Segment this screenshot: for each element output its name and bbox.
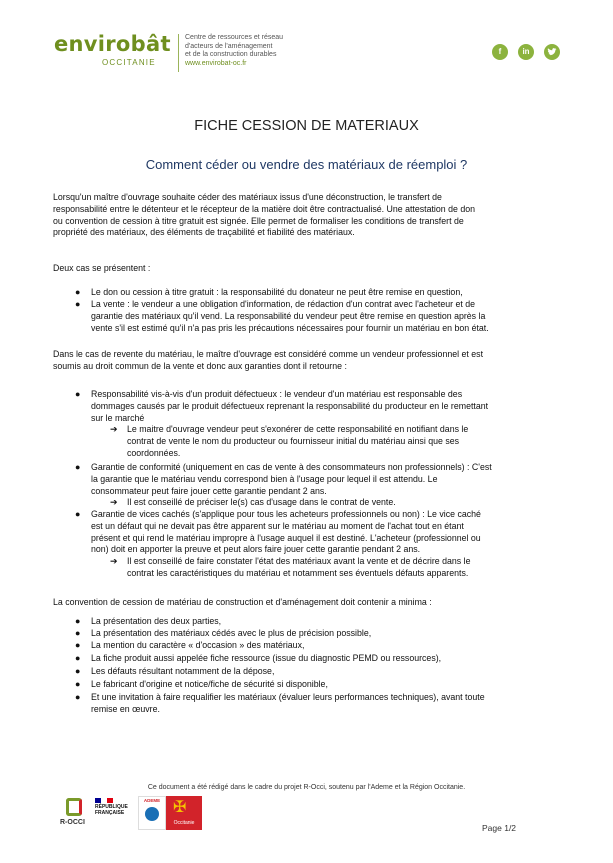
arrow-right-icon: ➔ — [110, 424, 118, 434]
bullet-icon: ● — [75, 640, 81, 650]
linkedin-icon[interactable]: in — [518, 44, 534, 60]
list-item-line: dommages causés par le produit défectueux reprenant la responsabilité du producteur en le remettant — [91, 400, 489, 411]
intro-line: ou convention de cession à titre gratuit est signée. Elle permet de formaliser les conditions de transfert de — [53, 215, 464, 226]
logo-subtitle: OCCITANIE — [102, 58, 156, 67]
note-line: Il est conseillé de faire constater l'état des matériaux avant la vente et de décrire dans le — [127, 556, 471, 566]
list-item: La mention du caractère « d'occasion » des matériaux, — [91, 640, 305, 650]
header-description-line: Centre de ressources et réseau — [185, 34, 284, 41]
bullet-icon: ● — [75, 616, 81, 626]
list-item-line: Garantie de conformité (uniquement en cas de vente à des consommateurs non professionnels) : C'est — [91, 462, 492, 472]
convention-heading: La convention de cession de matériau de construction et d'aménagement doit contenir a minima : — [53, 597, 432, 607]
resale-line: soumis au droit commun de la vente et donc aux garanties dont il retourne : — [53, 360, 347, 371]
list-item-line: Responsabilité vis-à-vis d'un produit défectueux : le vendeur d'un matériau est responsable des — [91, 389, 463, 399]
republique-line: RÉPUBLIQUE — [95, 804, 128, 810]
note-line: Il est conseillé de préciser le(s) cas d'usage dans le contrat de vente. — [127, 497, 396, 507]
bullet-icon: ● — [75, 653, 81, 663]
r-occi-icon — [66, 798, 82, 816]
occitan-cross-icon: ✠ — [173, 799, 187, 816]
intro-line: responsabilité entre le détenteur et le récepteur de la matière doit être contractualisé. Une attestation de don — [53, 203, 476, 214]
header-description-line: d'acteurs de l'aménagement — [185, 42, 273, 50]
page-subtitle: Comment céder ou vendre des matériaux de réemploi ? — [145, 157, 468, 172]
logo-text: envirobât — [54, 32, 171, 56]
note — [127, 424, 567, 459]
list-item: La présentation des matériaux cédés avec le plus de précision possible, — [91, 628, 372, 638]
list-item-line: consommateur peut faire jouer cette garantie pendant 2 ans. — [91, 485, 327, 496]
list-item — [91, 287, 571, 299]
republique-francaise-logo — [95, 796, 131, 830]
list-item-line: Garantie de vices cachés (s'applique pour tous les acheteurs professionnels ou non) : Le vice caché — [91, 509, 481, 519]
list-item: La présentation des deux parties, — [91, 616, 222, 626]
list-item-line: présent et qui rend le matériau impropre à l'usage auquel il est destiné. L'acheteur (professionnel ou — [91, 532, 481, 543]
twitter-icon[interactable] — [544, 44, 560, 60]
page-header — [54, 32, 574, 82]
list-item-line: vente s'il est estimé qu'il n'a pas pris les précautions nécessaires pour fournir un matériau en bon état. — [91, 322, 489, 333]
note-line: Le maitre d'ouvrage vendeur peut s'exonérer de cette responsabilité en notifiant dans le — [127, 424, 469, 434]
note — [127, 497, 567, 509]
resale-line: Dans le cas de revente du matériau, le maître d'ouvrage est considéré comme un vendeur professionnel et est — [53, 349, 484, 359]
bullet-icon: ● — [75, 389, 81, 399]
bullet-icon: ● — [75, 462, 81, 472]
note-line: coordonnées. — [127, 447, 181, 458]
ademe-logo — [138, 796, 166, 830]
list-item-line: Et une invitation à faire requalifier les matériaux (évaluer leurs performances techniques), avant toute — [91, 692, 485, 702]
intro-paragraph — [53, 192, 563, 239]
arrow-right-icon: ➔ — [110, 497, 118, 507]
republique-line: FRANÇAISE — [95, 809, 125, 816]
footer-note: Ce document a été rédigé dans le cadre du projet R-Occi, soutenu par l'Ademe et la Région Occitanie. — [147, 784, 466, 791]
list-item-line: est un défaut qui ne devait pas être apparent sur le matériau au moment de l'achat tout en étant — [91, 520, 464, 531]
intro-line: Lorsqu'un maître d'ouvrage souhaite céder des matériaux issus d'une déconstruction, le transfert de — [53, 192, 442, 202]
list-item-line: garantie des matériaux qu'il vend. La responsabilité du vendeur peut être remise en question après la — [91, 310, 486, 321]
cases-heading: Deux cas se présentent : — [53, 263, 151, 273]
ademe-globe-icon — [145, 807, 159, 821]
list-item — [91, 299, 571, 334]
r-occi-logo — [60, 796, 94, 830]
list-item — [91, 509, 571, 556]
page-number: Page 1/2 — [482, 823, 517, 833]
list-item-line: sur le marché — [91, 412, 145, 423]
bullet-icon: ● — [75, 692, 81, 702]
occitanie-label: Occitanie — [173, 820, 195, 826]
list-item-line: La vente : le vendeur a une obligation d'information, de rédaction d'un contrat avec l'acheteur et de — [91, 299, 476, 309]
intro-line: propriété des matériaux, des éléments de traçabilité et fiabilité des matériaux. — [53, 227, 355, 238]
marianne-flag-icon — [95, 798, 113, 803]
list-item — [91, 389, 571, 424]
bullet-icon: ● — [75, 287, 81, 297]
header-url-link[interactable]: www.envirobat-oc.fr — [185, 59, 247, 67]
envirobat-logo[interactable] — [54, 32, 172, 72]
ademe-label: ADEME — [143, 798, 161, 803]
note-line: contrat de vente le nom du producteur ou fournisseur initial du matériau ainsi que ses — [127, 435, 460, 446]
resale-paragraph — [53, 349, 563, 373]
occitanie-logo — [166, 796, 202, 830]
note — [127, 556, 567, 580]
list-item-line: remise en œuvre. — [91, 703, 160, 714]
bullet-icon: ● — [75, 509, 81, 519]
list-item: La fiche produit aussi appelée fiche ressource (issue du diagnostic PEMD ou ressources), — [91, 653, 442, 663]
list-item — [91, 692, 571, 716]
arrow-right-icon: ➔ — [110, 556, 118, 566]
page-title: FICHE CESSION DE MATERIAUX — [194, 118, 419, 134]
list-item-line: non) doit en apporter la preuve et peut alors faire jouer cette garantie pendant 2 ans. — [91, 544, 421, 555]
note-line: contrat les caractéristiques du matériau et notamment ses éventuels défauts apparents. — [127, 567, 469, 578]
list-item — [91, 462, 571, 497]
list-item: Le fabricant d'origine et notice/fiche de sécurité si disponible, — [91, 679, 328, 689]
list-item-line: la garantie que le matériau vendu correspond bien à l'usage pour lequel il est attendu. Le — [91, 473, 438, 484]
republique-label — [95, 805, 128, 816]
bullet-icon: ● — [75, 679, 81, 689]
facebook-icon[interactable]: f — [492, 44, 508, 60]
header-divider — [178, 34, 179, 72]
bullet-icon: ● — [75, 628, 81, 638]
list-item: Les défauts résultant notamment de la dépose, — [91, 666, 275, 676]
bullet-icon: ● — [75, 666, 81, 676]
list-item-line: Le don ou cession à titre gratuit : la responsabilité du donateur ne peut être remise en question, — [91, 287, 463, 297]
header-description — [185, 34, 283, 68]
bullet-icon: ● — [75, 299, 81, 309]
header-description-line: et de la construction durables — [185, 51, 277, 59]
r-occi-label: R-OCCI — [60, 819, 85, 826]
